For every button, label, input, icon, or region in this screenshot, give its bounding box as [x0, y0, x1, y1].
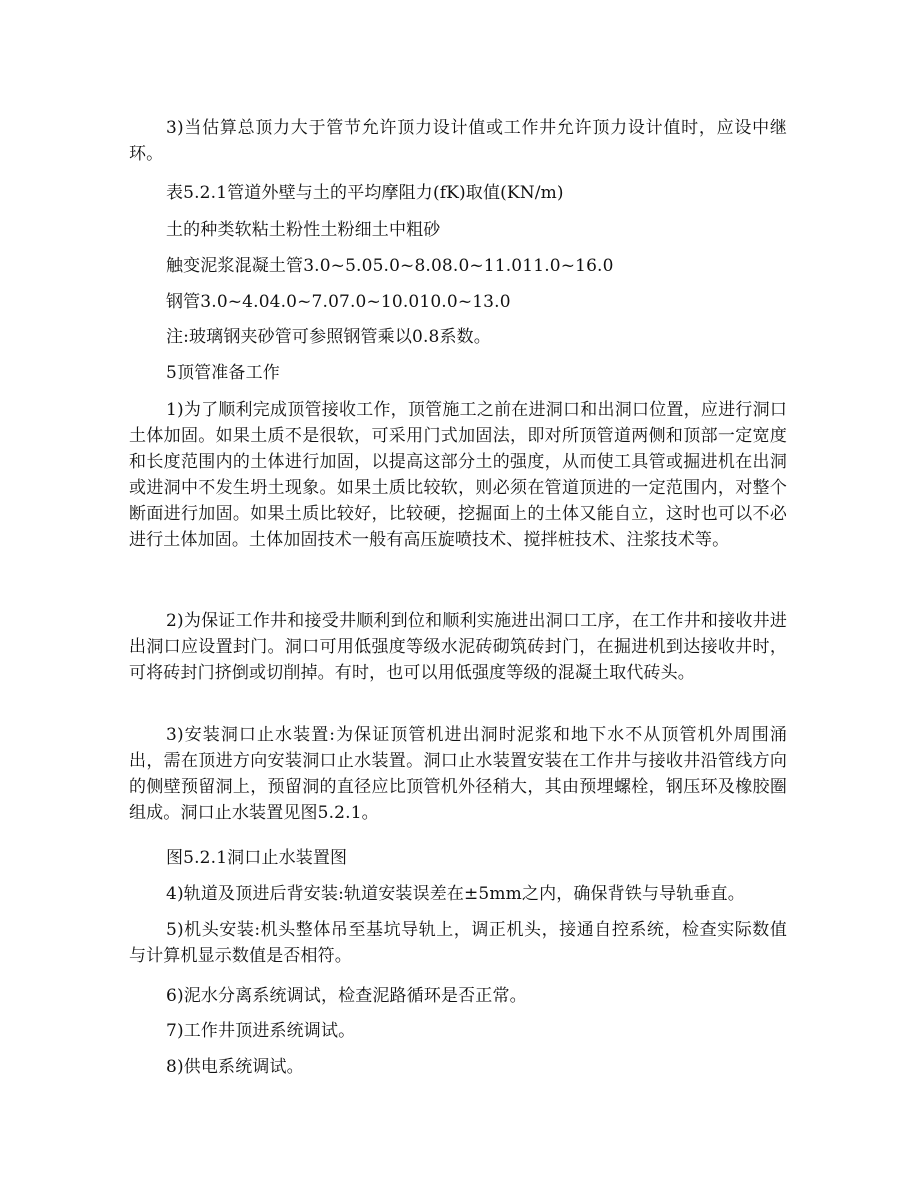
paragraph-slurry-separation: 6)泥水分离系统调试，检查泥路循环是否正常。	[166, 986, 527, 1006]
table-row-concrete-pipe: 触变泥浆混凝土管3.0~5.05.0~8.08.0~11.011.0~16.0	[166, 256, 614, 276]
paragraph-rail-installation: 4)轨道及顶进后背安装:轨道安装误差在±5mm之内，确保背铁与导轨垂直。	[166, 884, 745, 904]
paragraph-soil-reinforcement: 1)为了顺利完成顶管接收工作，顶管施工之前在进洞口和出洞口位置，应进行洞口土体加固。如果土质不是很软，可采用门式加固法，即对所顶管道两侧和顶部一定宽度和长度范围内的土体进行加固，以提高这部分土的强度，从而使工具管或掘进机在出洞或进洞中不发生坍土现象。如果土质比较软，则必须在管道顶进的一定范围内，对整个断面进行加固。如果土质比较好，比较硬，挖掘面上的土体又能自立，这时也可以不必进行土体加固。土体加固技术一般有高压旋喷技术、搅拌桩技术、注浆技术等。	[129, 400, 787, 550]
section-heading: 5顶管准备工作	[166, 363, 280, 383]
paragraph-jacking-system: 7)工作井顶进系统调试。	[166, 1021, 356, 1041]
table-caption: 表5.2.1管道外壁与土的平均摩阻力(fK)取值(KN/m)	[166, 183, 564, 203]
table-row-steel-pipe: 钢管3.0~4.04.0~7.07.0~10.010.0~13.0	[166, 292, 511, 312]
table-header-row: 土的种类软粘土粉性土粉细土中粗砂	[166, 220, 441, 240]
paragraph-head-installation: 5)机头安装:机头整体吊至基坑导轨上，调正机头，接通自控系统，检查实际数值与计算机显示数值是否相符。	[129, 920, 787, 966]
paragraph-sealing-door: 2)为保证工作井和接受井顺利到位和顺利实施进出洞口工序，在工作井和接收井进出洞口应设置封门。洞口可用低强度等级水泥砖砌筑砖封门，在掘进机到达接收井时，可将砖封门挤倒或切削掉。有时，也可以用低强度等级的混凝土取代砖头。	[129, 611, 787, 683]
table-note: 注:玻璃钢夹砂管可参照钢管乘以0.8系数。	[166, 327, 491, 347]
figure-caption: 图5.2.1洞口止水装置图	[166, 848, 348, 868]
paragraph-water-stop-device: 3)安装洞口止水装置:为保证顶管机进出洞时泥浆和地下水不从顶管机外周围涌出，需在顶进方向安装洞口止水装置。洞口止水装置安装在工作井与接收井沿管线方向的侧壁预留洞上，预留洞的直径应比顶管机外径稍大，其由预埋螺栓，钢压环及橡胶圈组成。洞口止水装置见图5.2.1。	[129, 725, 787, 823]
paragraph-jacking-force-relay: 3)当估算总顶力大于管节允许顶力设计值或工作井允许顶力设计值时，应设中继环。	[129, 118, 787, 164]
paragraph-power-supply: 8)供电系统调试。	[166, 1057, 304, 1077]
